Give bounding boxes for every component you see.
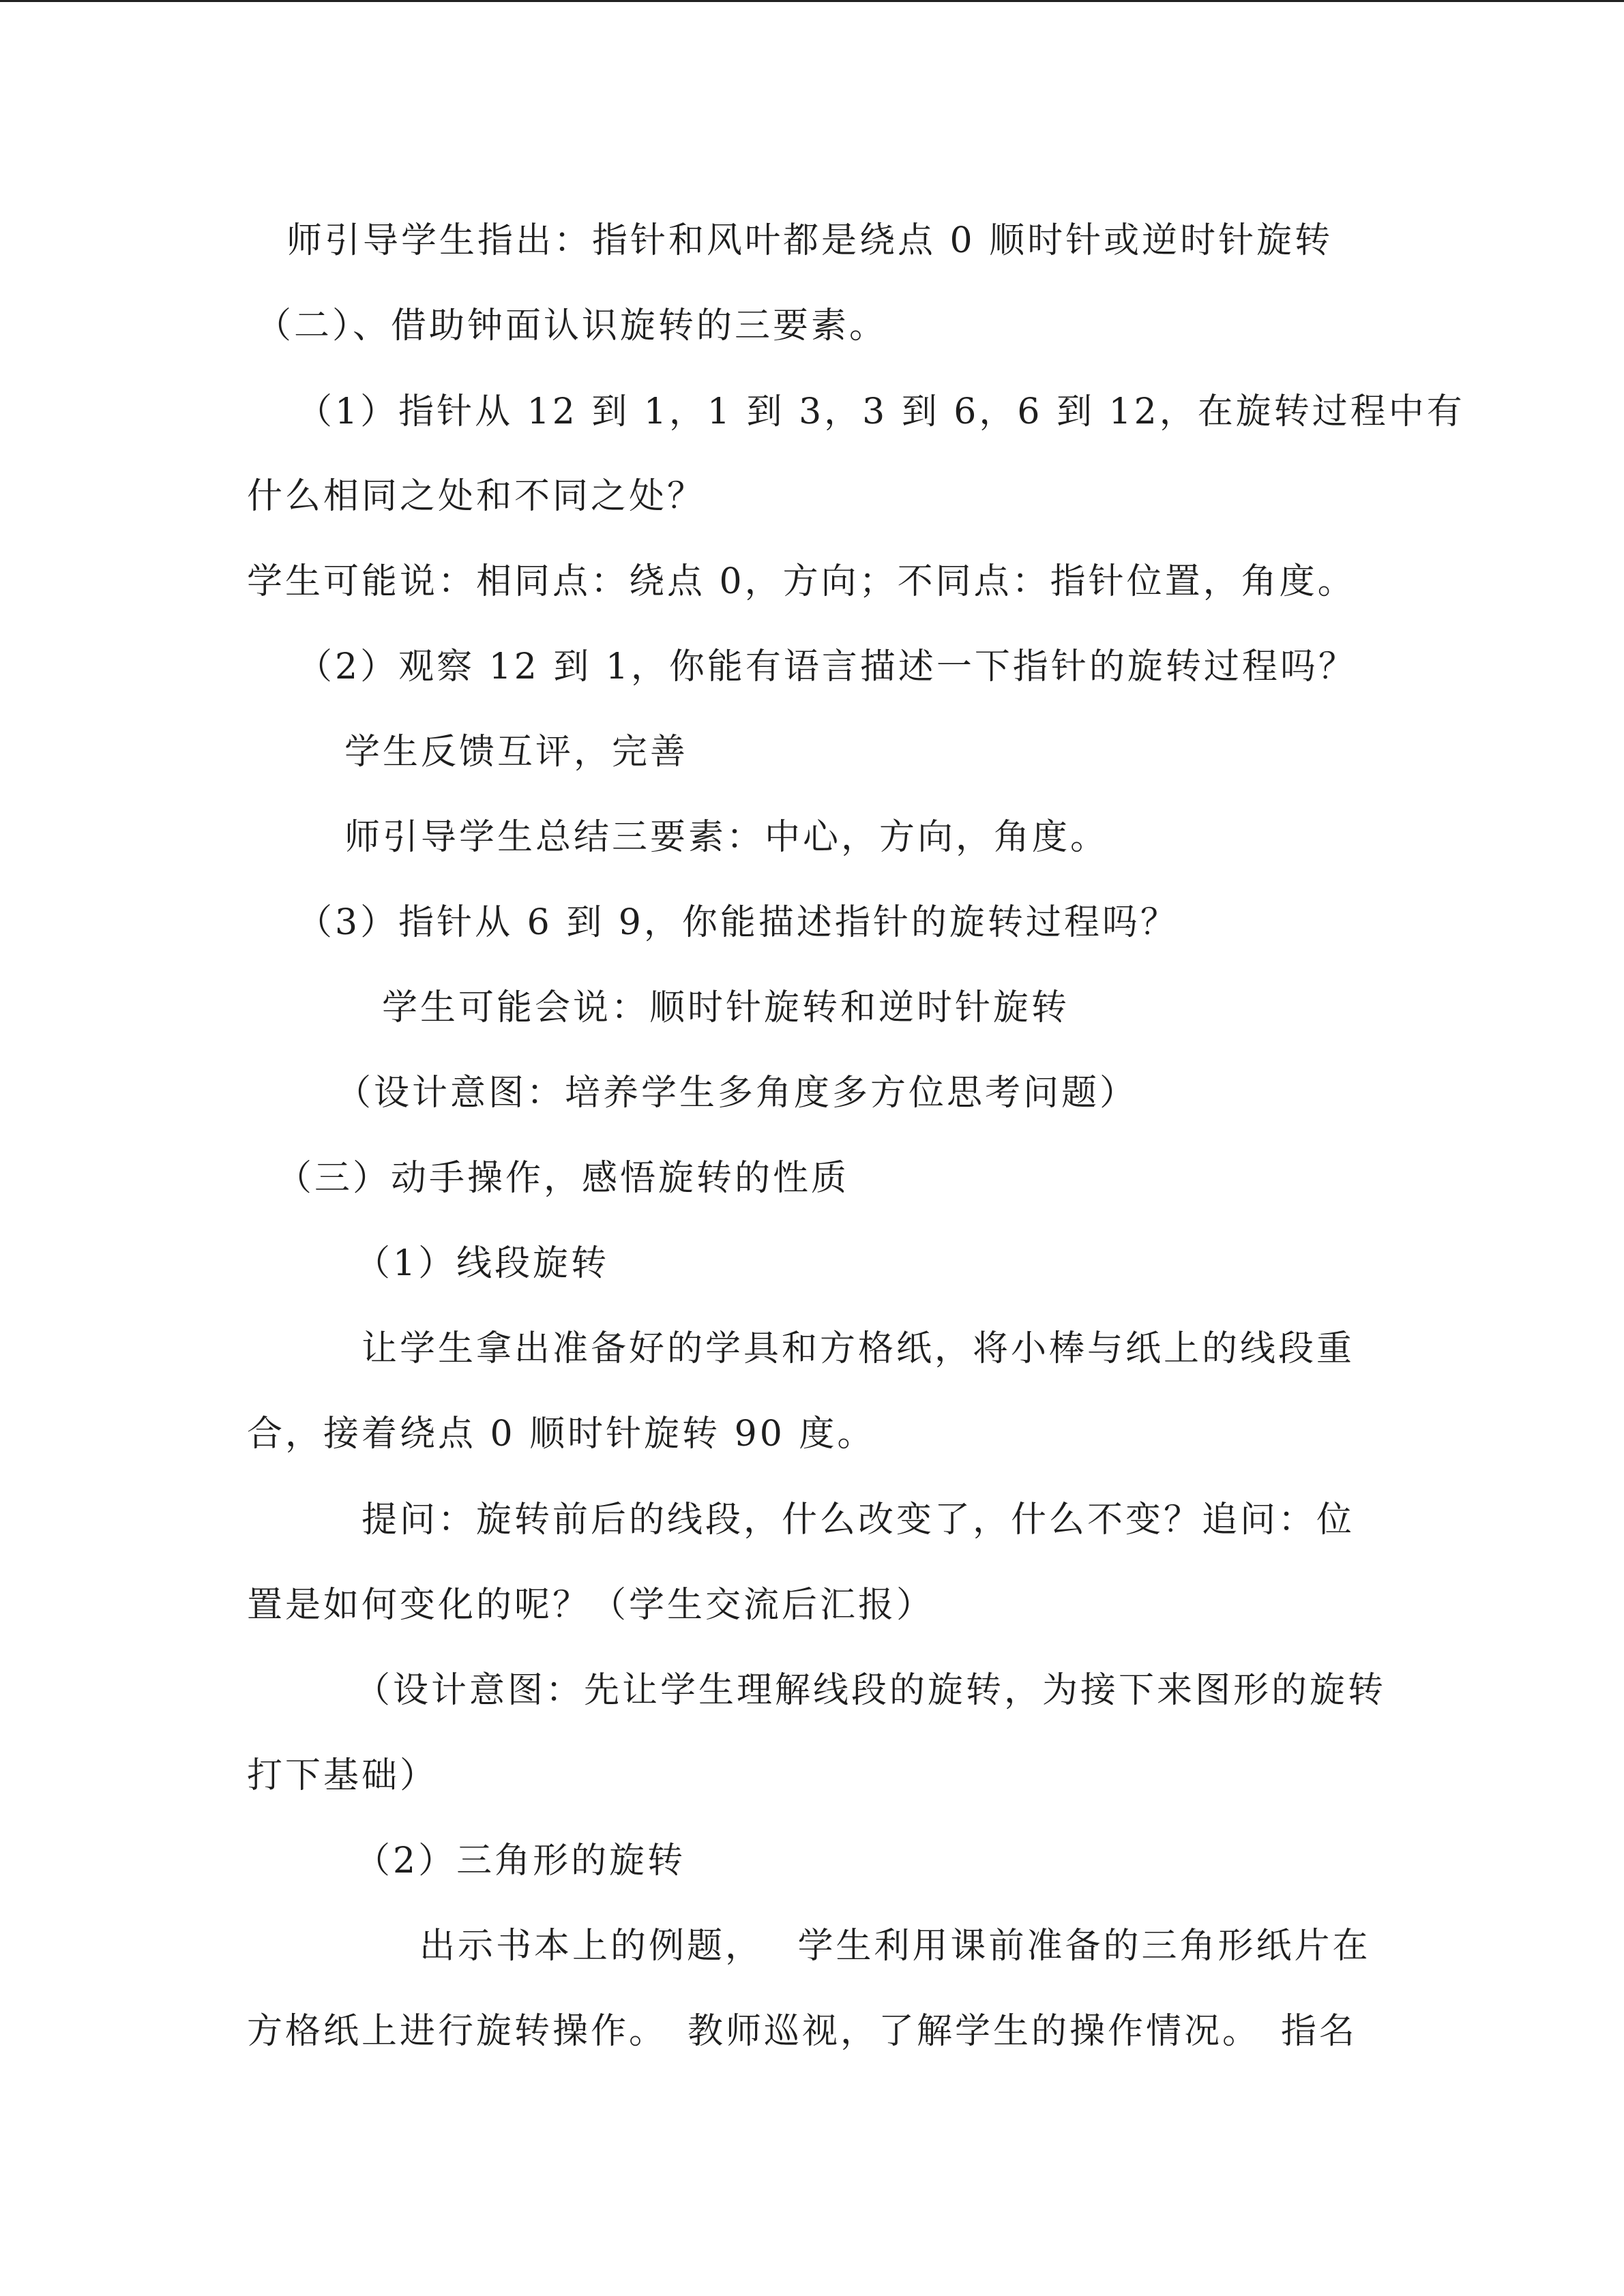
- text-line-13: （1）线段旋转: [355, 1243, 610, 1284]
- text-line-3: （1）指针从 12 到 1，1 到 3，3 到 6，6 到 12，在旋转过程中有: [297, 391, 1465, 432]
- text-line-1: 师引导学生指出：指针和风叶都是绕点 0 顺时针或逆时针旋转: [286, 220, 1333, 261]
- text-line-11: （设计意图：培养学生多角度多方位思考问题）: [336, 1073, 1138, 1114]
- text-line-14: 让学生拿出准备好的学具和方格纸，将小棒与纸上的线段重: [361, 1328, 1355, 1369]
- text-line-17: 置是如何变化的呢？（学生交流后汇报）: [247, 1585, 935, 1626]
- text-line-6: （2）观察 12 到 1，你能有语言描述一下指针的旋转过程吗？: [297, 646, 1357, 687]
- text-line-20: （2）三角形的旋转: [355, 1840, 686, 1881]
- text-line-21: 出示书本上的例题， 学生利用课前准备的三角形纸片在: [419, 1926, 1371, 1967]
- text-line-18: （设计意图：先让学生理解线段的旋转，为接下来图形的旋转: [355, 1670, 1387, 1711]
- text-line-15: 合，接着绕点 0 顺时针旋转 90 度。: [247, 1414, 876, 1455]
- text-line-5: 学生可能说：相同点：绕点 0，方向；不同点：指针位置，角度。: [247, 561, 1356, 602]
- text-line-10: 学生可能会说：顺时针旋转和逆时针旋转: [382, 987, 1070, 1028]
- text-line-22: 方格纸上进行旋转操作。 教师巡视，了解学生的操作情况。 指名: [247, 2011, 1358, 2052]
- text-line-7: 学生反馈互评，完善: [344, 732, 689, 773]
- text-line-12: （三）动手操作，感悟旋转的性质: [276, 1158, 850, 1199]
- text-line-19: 打下基础）: [247, 1755, 439, 1796]
- text-line-2: （二）、借助钟面认识旋转的三要素。: [256, 305, 888, 346]
- text-line-16: 提问：旋转前后的线段，什么改变了，什么不变？追问：位: [361, 1500, 1355, 1540]
- text-line-8: 师引导学生总结三要素：中心，方向，角度。: [344, 817, 1109, 858]
- text-line-9: （3）指针从 6 到 9，你能描述指针的旋转过程吗？: [297, 902, 1179, 943]
- text-line-4: 什么相同之处和不同之处？: [247, 476, 706, 517]
